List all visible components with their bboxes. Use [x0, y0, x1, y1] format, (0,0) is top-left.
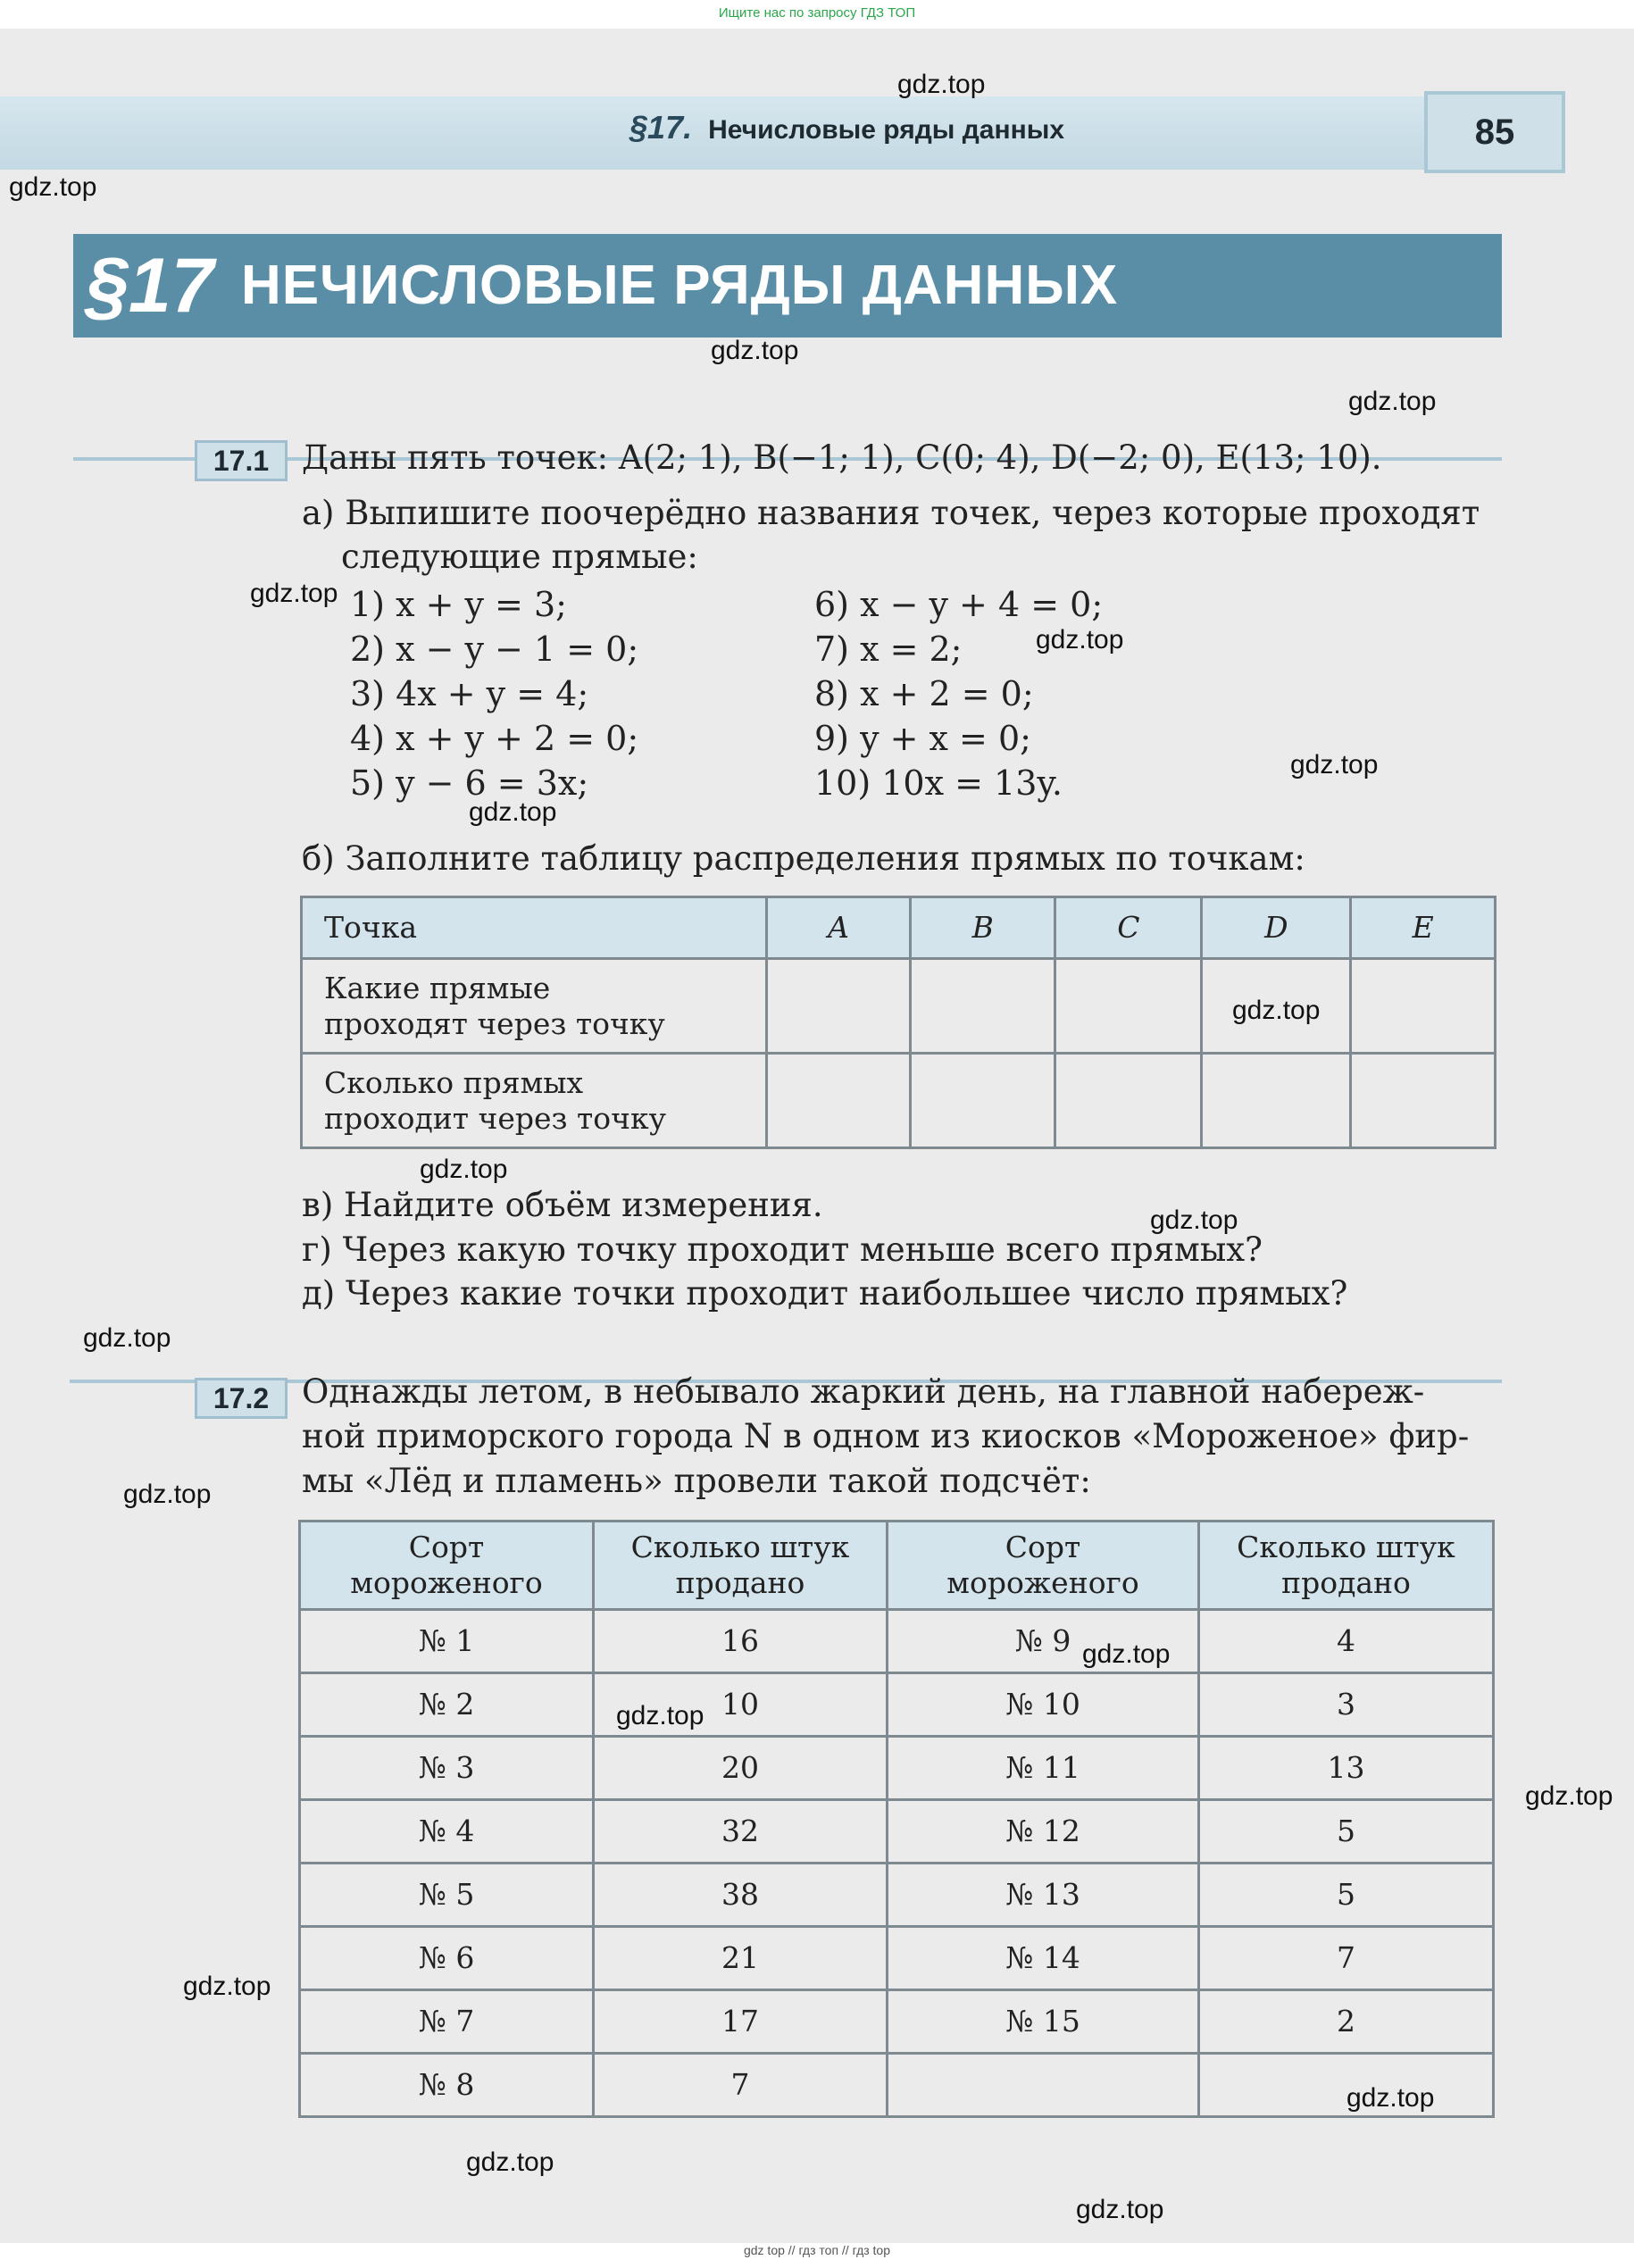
task-g: г) Через какую точку проходит меньше всего прямых? [302, 1230, 1263, 1269]
row-label-line: проходит через точку [324, 1100, 666, 1136]
chapter-number: §17 [86, 243, 214, 329]
running-header [629, 109, 1064, 146]
running-header-section: §17. [629, 109, 693, 146]
table-cell: 32 [594, 1800, 888, 1864]
watermark: gdz.top [1346, 2083, 1435, 2113]
header-line: мороженого [350, 1565, 543, 1600]
table-header-cell: A [767, 897, 911, 959]
table-cell: № 11 [888, 1737, 1199, 1800]
table-cell: № 2 [300, 1673, 594, 1737]
table-cell [888, 2054, 1199, 2117]
table-row [300, 2054, 1494, 2117]
table-cell: 5 [1199, 1800, 1494, 1864]
watermark: gdz.top [9, 172, 97, 202]
header-line: Сорт [1005, 1530, 1081, 1564]
equation: 4) x + y + 2 = 0; [350, 719, 639, 758]
equations-left [350, 582, 638, 805]
table-row [300, 1610, 1494, 1673]
table-row-label [302, 959, 767, 1054]
table-header-cell: Точка [302, 897, 767, 959]
table-cell: № 12 [888, 1800, 1199, 1864]
watermark: gdz.top [83, 1323, 171, 1353]
table-header-cell: E [1351, 897, 1496, 959]
watermark: gdz.top [1232, 996, 1321, 1025]
watermark: gdz.top [1150, 1205, 1238, 1235]
table-cell: 4 [1199, 1610, 1494, 1673]
table-row [300, 1737, 1494, 1800]
table-header-row [300, 1522, 1494, 1610]
table-cell [1351, 1054, 1496, 1148]
equation: 6) x − y + 4 = 0; [814, 585, 1104, 624]
table-cell: № 5 [300, 1864, 594, 1927]
table-cell [1055, 1054, 1202, 1148]
table-cell [767, 1054, 911, 1148]
header-line: мороженого [946, 1565, 1139, 1600]
task-a-line: а) Выпишите поочерёдно названия точек, через которые проходят [302, 494, 1480, 532]
header-line: Сколько штук [630, 1530, 850, 1564]
watermark: gdz.top [1525, 1781, 1613, 1811]
table-row-label [302, 1054, 767, 1148]
equation: 5) y − 6 = 3x; [350, 763, 589, 803]
watermark: gdz.top [420, 1155, 508, 1184]
watermark: gdz.top [466, 2147, 554, 2177]
table-cell: 20 [594, 1737, 888, 1800]
watermark: gdz.top [711, 336, 799, 365]
table-cell: 21 [594, 1927, 888, 1990]
watermark: gdz.top [123, 1480, 212, 1509]
table-cell: 5 [1199, 1864, 1494, 1927]
table-cell: 38 [594, 1864, 888, 1927]
table-cell: 7 [594, 2054, 888, 2117]
table-cell: № 7 [300, 1990, 594, 2054]
table-row [302, 1054, 1496, 1148]
watermark: gdz.top [1082, 1639, 1171, 1669]
watermark: gdz.top [897, 70, 986, 99]
table-cell: 7 [1199, 1927, 1494, 1990]
header-line: продано [1281, 1565, 1411, 1600]
table-cell: № 6 [300, 1927, 594, 1990]
equation: 2) x − y − 1 = 0; [350, 630, 639, 669]
table-cell [911, 959, 1055, 1054]
bottom-note: gdz top // гдз топ // гдз top [743, 2243, 891, 2257]
equation: 3) 4x + y = 4; [350, 674, 589, 713]
table-header-cell: B [911, 897, 1055, 959]
task-b: б) Заполните таблицу распределения прямых по точкам: [302, 839, 1305, 878]
top-note: Ищите нас по запросу ГДЗ ТОП [718, 5, 916, 21]
table-cell [767, 959, 911, 1054]
watermark: gdz.top [1290, 750, 1379, 780]
table-cell: № 14 [888, 1927, 1199, 1990]
table-header-cell: C [1055, 897, 1202, 959]
table-cell: 17 [594, 1990, 888, 2054]
running-header-title: Нечисловые ряды данных [708, 115, 1064, 145]
table-row [300, 1800, 1494, 1864]
table-cell: № 8 [300, 2054, 594, 2117]
watermark: gdz.top [469, 797, 557, 827]
equation: 10) 10x = 13y. [814, 763, 1063, 803]
row-label-line: Какие прямые [324, 970, 551, 1005]
header-line: продано [675, 1565, 805, 1600]
exercise-label: 17.1 [195, 440, 288, 481]
exercise-text-line: ной приморского города N в одном из киосков «Мороженое» фир- [302, 1417, 1470, 1455]
table-cell: № 4 [300, 1800, 594, 1864]
table-cell: № 3 [300, 1737, 594, 1800]
icecream-table [298, 1520, 1495, 2118]
exercise-intro: Даны пять точек: A(2; 1), B(−1; 1), C(0; 4), D(−2; 0), E(13; 10). [302, 438, 1382, 477]
table-cell [1351, 959, 1496, 1054]
table-cell: 16 [594, 1610, 888, 1673]
table-header-row [302, 897, 1496, 959]
table-row [300, 1927, 1494, 1990]
watermark: gdz.top [1348, 387, 1437, 416]
task-v: в) Найдите объём измерения. [302, 1186, 823, 1224]
equation: 1) x + y = 3; [350, 585, 567, 624]
table-cell: № 9 [888, 1610, 1199, 1673]
exercise-text-line: Однажды летом, в небывало жаркий день, на главной набереж- [302, 1372, 1425, 1411]
table-header-cell [300, 1522, 594, 1610]
watermark: gdz.top [250, 579, 338, 608]
table-cell: 13 [1199, 1737, 1494, 1800]
exercise-label: 17.2 [195, 1378, 288, 1419]
row-label-line: проходят через точку [324, 1005, 665, 1041]
exercise-text-line: мы «Лёд и пламень» провели такой подсчёт: [302, 1462, 1091, 1500]
chapter-title: НЕЧИСЛОВЫЕ РЯДЫ ДАННЫХ [241, 254, 1119, 316]
equation: 9) y + x = 0; [814, 719, 1031, 758]
watermark: gdz.top [1076, 2195, 1164, 2224]
equation: 8) x + 2 = 0; [814, 674, 1034, 713]
watermark: gdz.top [183, 1972, 271, 2001]
watermark: gdz.top [616, 1701, 704, 1730]
table-cell: 2 [1199, 1990, 1494, 2054]
table-header-cell [594, 1522, 888, 1610]
table-cell [1202, 1054, 1351, 1148]
header-line: Сорт [408, 1530, 485, 1564]
equations-right [814, 582, 1103, 805]
watermark: gdz.top [1036, 625, 1124, 655]
table-row [300, 1864, 1494, 1927]
page-number: 85 [1424, 91, 1565, 173]
table-cell: № 15 [888, 1990, 1199, 2054]
table-cell: № 1 [300, 1610, 594, 1673]
table-header-cell: D [1202, 897, 1351, 959]
header-line: Сколько штук [1237, 1530, 1455, 1564]
table-header-cell [888, 1522, 1199, 1610]
table-cell: № 13 [888, 1864, 1199, 1927]
table-cell: 3 [1199, 1673, 1494, 1737]
row-label-line: Сколько прямых [324, 1064, 584, 1100]
table-row [300, 1673, 1494, 1737]
table-cell: 10 [594, 1673, 888, 1737]
task-a-line: следующие прямые: [341, 538, 698, 576]
table-cell [1055, 959, 1202, 1054]
table-cell: № 10 [888, 1673, 1199, 1737]
table-cell [911, 1054, 1055, 1148]
table-row [300, 1990, 1494, 2054]
task-d: д) Через какие точки проходит наибольшее число прямых? [302, 1274, 1348, 1313]
table-header-cell [1199, 1522, 1494, 1610]
equation: 7) x = 2; [814, 630, 963, 669]
